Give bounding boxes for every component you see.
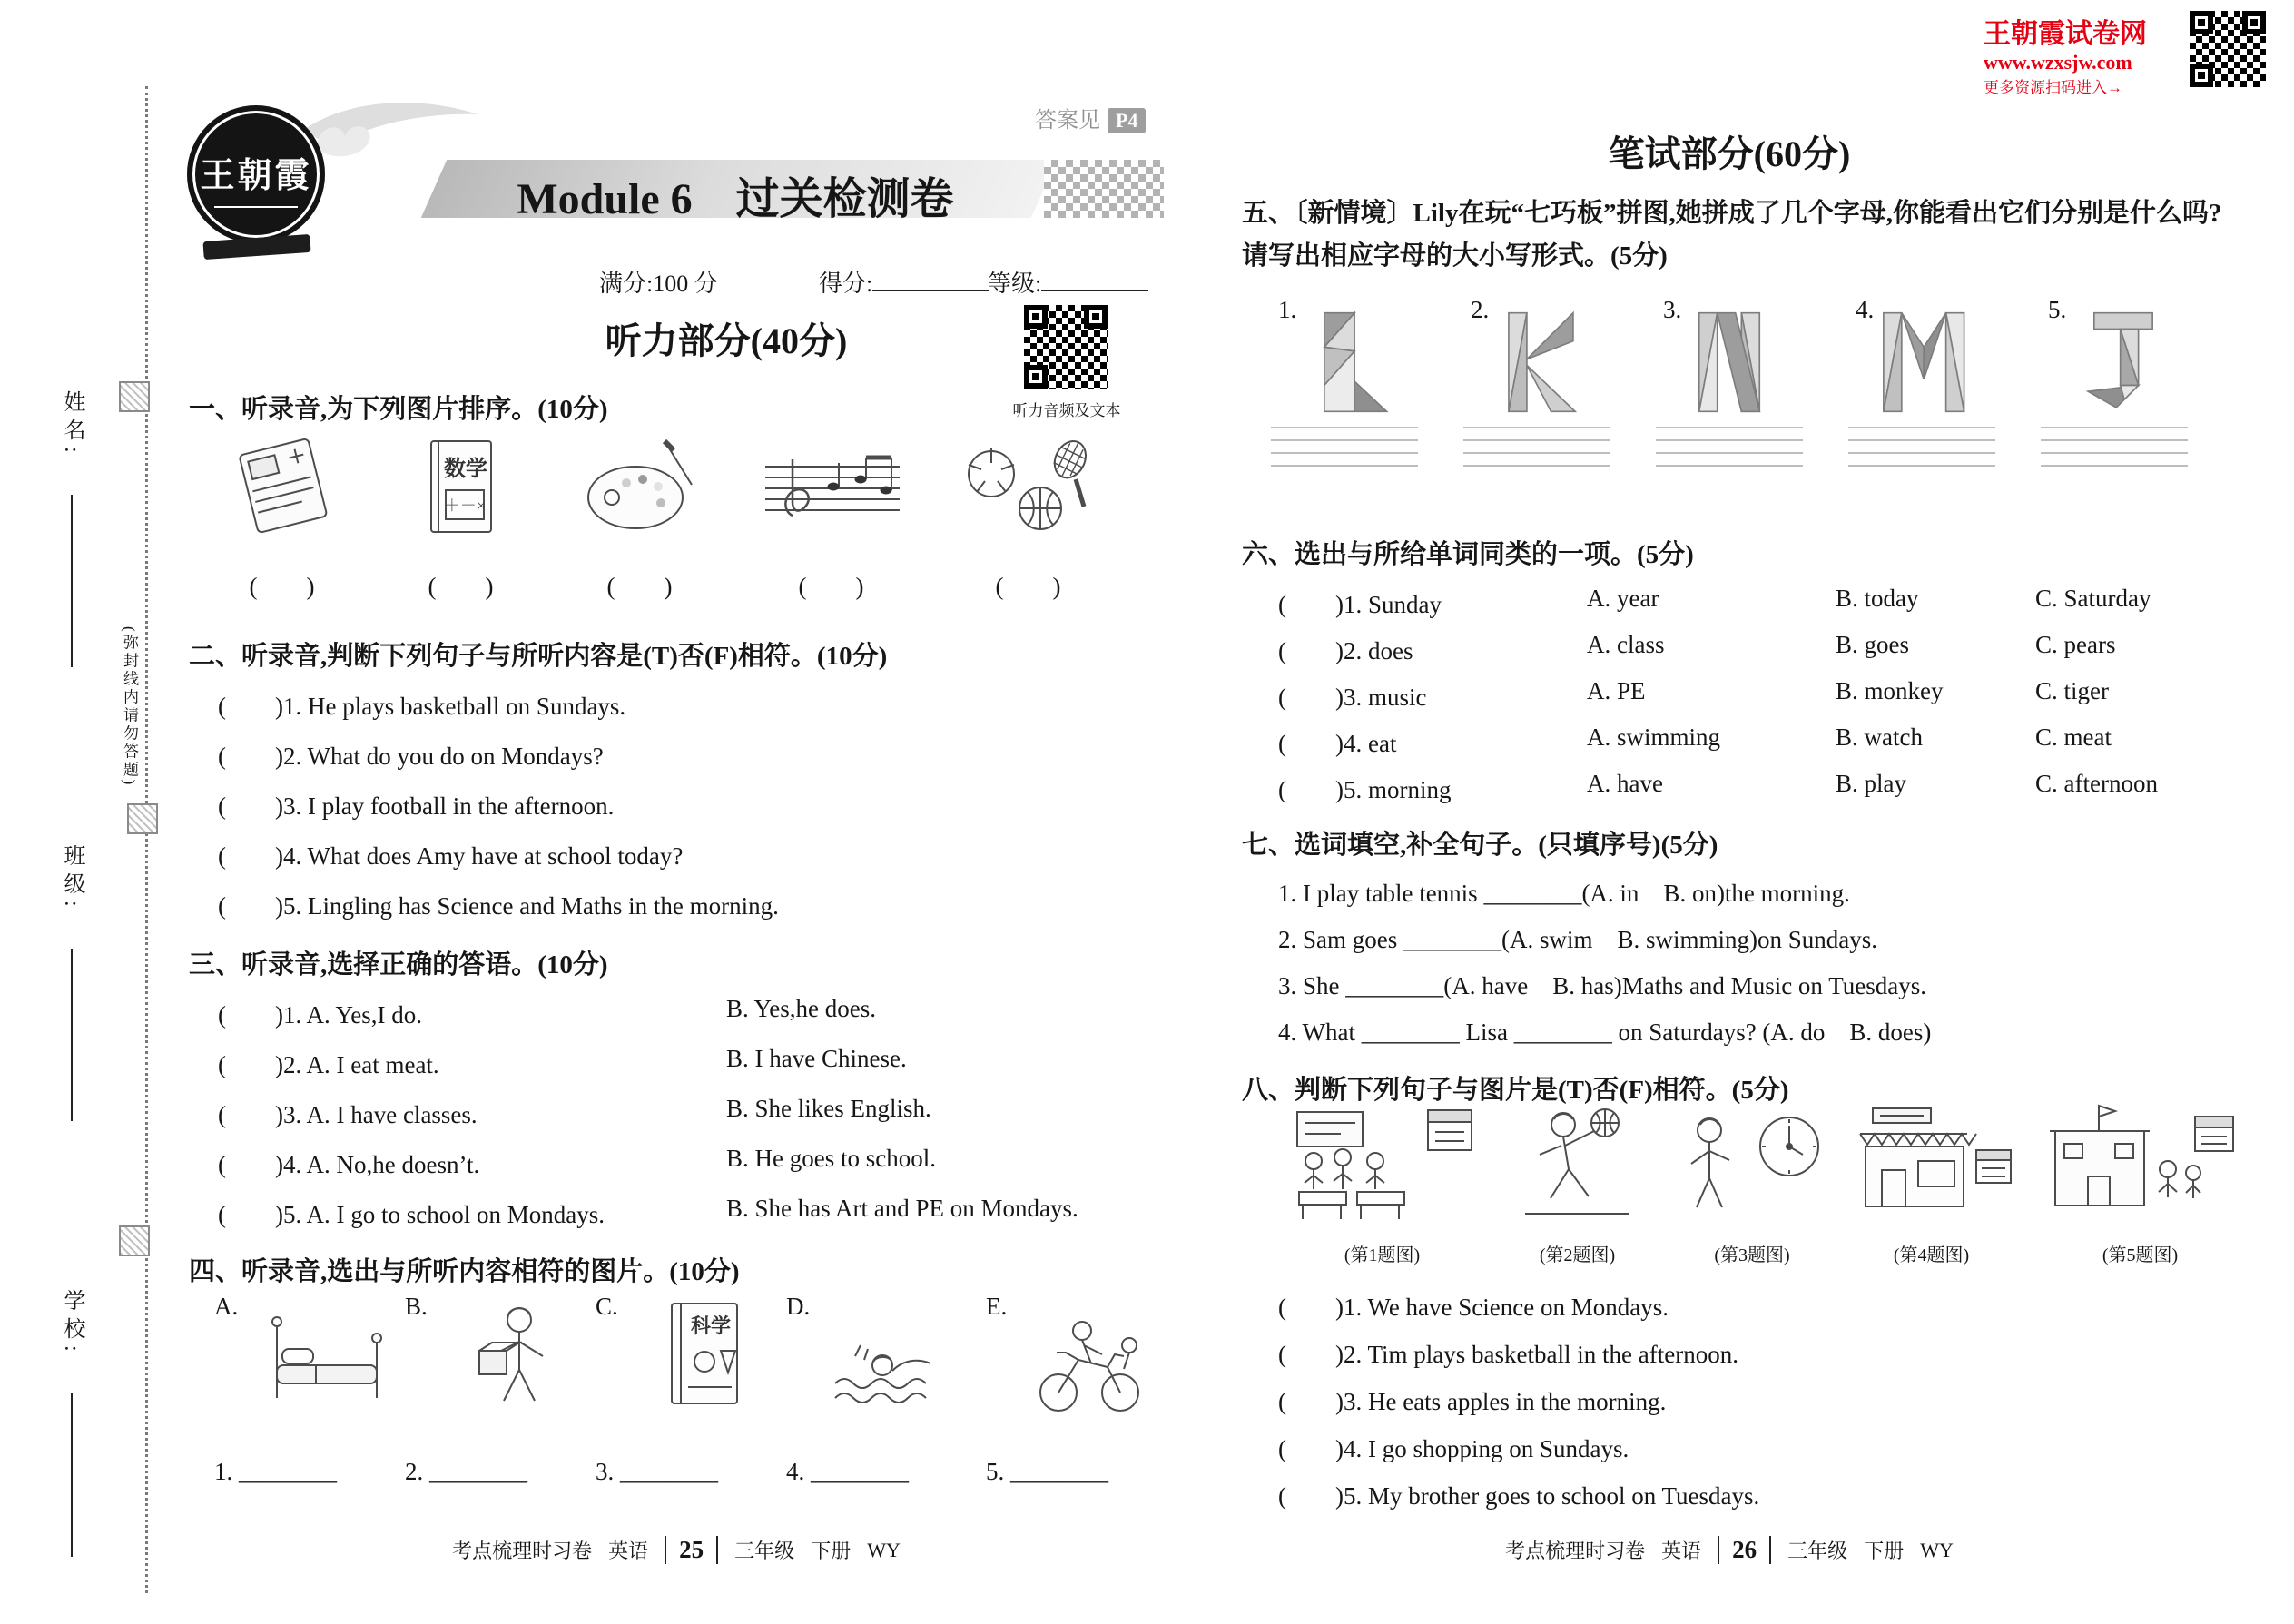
mc-option-a: A. class (1587, 631, 1665, 658)
mc-stem-text: 5. morning (1343, 776, 1452, 803)
page-number: 25 (665, 1536, 718, 1564)
footer-subject: 英语 (608, 1540, 649, 1562)
answer-paren: ( ) (1278, 637, 1344, 664)
logo-text: 王朝霞 (200, 157, 312, 195)
tangram-number: 5. (2048, 296, 2067, 323)
picture-label: C. (596, 1293, 618, 1320)
choice-a (218, 1195, 605, 1230)
mc-option-b: B. today (1836, 585, 1919, 612)
picture-label: D. (786, 1293, 811, 1320)
seal-note: (弥封线内请勿答题) (121, 626, 138, 788)
mc-option-a: A. swimming (1587, 723, 1721, 751)
footer-term: 下册 (811, 1540, 852, 1562)
right-page-footer (1325, 1536, 2133, 1564)
answer-paren: ( ) (1278, 1482, 1344, 1510)
section8-title: 八、判断下列句子与图片是(T)否(F)相符。(5分) (1242, 1076, 1789, 1105)
tf-item (218, 736, 604, 772)
choice-b: B. He goes to school. (726, 1145, 936, 1172)
science-book-label: 科学 (690, 1314, 732, 1337)
match-blank: 1. ________ (214, 1458, 337, 1485)
mc-option-b: B. goes (1836, 631, 1909, 658)
answer-paren: ( ) (218, 1201, 283, 1228)
mc-stem (1278, 585, 1442, 620)
picture-label: B. (405, 1293, 428, 1320)
title-band-checker (1044, 160, 1164, 218)
mc-option-b: B. watch (1836, 723, 1923, 751)
mc-stem (1278, 677, 1426, 713)
choice-a-text: 4. A. No,he doesn’t. (282, 1151, 480, 1178)
answer-paren: ( ) (218, 1101, 283, 1128)
answer-paren: ( ) (1278, 1388, 1344, 1415)
seal-fold-line (145, 86, 148, 1593)
brand-block (1984, 11, 2183, 97)
tf-item (1278, 1429, 1629, 1464)
score-label (819, 265, 989, 299)
maths-book-label: 数学 (444, 458, 487, 481)
writing-lines (1271, 427, 1418, 477)
order-blank: ( ) (428, 573, 494, 600)
choice-b: B. Yes,he does. (726, 995, 877, 1022)
answer-reference (1035, 102, 1146, 133)
student-school-blank (71, 1393, 73, 1557)
match-blank: 4. ________ (786, 1458, 909, 1485)
answer-paren: ( ) (1278, 776, 1344, 803)
section7-title: 七、选词填空,补全句子。(只填序号)(5分) (1242, 831, 1718, 860)
mc-stem-text: 1. Sunday (1343, 591, 1442, 618)
paper-title: Module 6 过关检测卷 (517, 175, 954, 223)
choice-a-text: 3. A. I have classes. (282, 1101, 478, 1128)
fill-item: 3. She ________(A. have B. has)Maths and Music on Tuesdays. (1278, 972, 1926, 999)
seal-stamp (119, 381, 150, 412)
section1-title: 一、听录音,为下列图片排序。(10分) (189, 395, 608, 424)
answer-reference-label: 答案见 (1035, 109, 1100, 133)
tf-item (1278, 1334, 1738, 1370)
picture-caption: (第5题图) (2102, 1245, 2179, 1265)
listening-qr-code (1024, 305, 1108, 389)
tf-item-text: 3. He eats apples in the morning. (1343, 1388, 1667, 1415)
mc-option-b: B. play (1836, 770, 1906, 797)
swimming-image (824, 1293, 962, 1426)
answer-paren: ( ) (218, 842, 283, 870)
brand-qr-code (2190, 11, 2266, 87)
footer-series: 考点梳理时习卷 (1505, 1540, 1646, 1562)
tf-item-text: 5. My brother goes to school on Tuesdays. (1343, 1482, 1760, 1510)
choice-a (218, 1045, 439, 1080)
choice-b: B. I have Chinese. (726, 1045, 907, 1072)
order-blank: ( ) (995, 573, 1061, 600)
student-name-blank (71, 495, 73, 667)
seal-stamp (119, 1225, 150, 1256)
match-blank: 5. ________ (986, 1458, 1108, 1485)
logo-badge (187, 105, 325, 243)
answer-paren: ( ) (1278, 1341, 1344, 1368)
scenario-tag: 〔新情境〕 (1295, 199, 1413, 228)
written-part-title: 笔试部分(60分) (1608, 133, 1851, 174)
tf-item (218, 786, 614, 822)
boy-with-box-image (443, 1293, 581, 1426)
mc-stem-text: 2. does (1343, 637, 1413, 664)
footer-version: WY (1920, 1538, 1954, 1561)
tangram-letter-J (2063, 307, 2165, 422)
brand-more: 更多资源扫码进入→ (1984, 79, 2122, 96)
science-book-image (634, 1293, 772, 1426)
logo-rule (214, 206, 298, 208)
answer-paren: ( ) (218, 1001, 283, 1029)
left-page-footer (272, 1536, 1080, 1564)
student-class-label: 班级: (60, 844, 84, 913)
picture-label: A. (214, 1293, 239, 1320)
footer-subject: 英语 (1661, 1540, 1702, 1562)
brand-url: www.wzxsjw.com (1984, 51, 2132, 74)
answer-paren: ( ) (1278, 1435, 1344, 1462)
match-blank: 3. ________ (596, 1458, 718, 1485)
listening-qr-caption: 听力音频及文本 (1012, 402, 1121, 419)
fill-item: 4. What ________ Lisa ________ on Saturdays? (A. do B. does) (1278, 1019, 1932, 1046)
score-blank (872, 268, 989, 291)
grade-label-text: 等级: (988, 271, 1042, 297)
student-name-label: 姓名: (60, 390, 84, 459)
school-with-calendar-image (2043, 1089, 2238, 1235)
section2-title: 二、听录音,判断下列句子与所听内容是(T)否(F)相符。(10分) (189, 642, 888, 671)
tf-item-text: 3. I play football in the afternoon. (282, 792, 615, 820)
publisher-logo (178, 91, 423, 272)
section5-number: 五、 (1242, 199, 1295, 228)
footer-grade: 三年级 (1787, 1540, 1848, 1562)
bed-image (252, 1293, 390, 1426)
answer-paren: ( ) (1278, 591, 1344, 618)
section6-title: 六、选出与所给单词同类的一项。(5分) (1242, 540, 1694, 569)
picture-caption: (第2题图) (1539, 1245, 1616, 1265)
answer-paren: ( ) (218, 792, 283, 820)
boy-with-clock-image (1666, 1094, 1838, 1235)
answer-page-badge: P4 (1108, 108, 1146, 133)
mc-stem-text: 3. music (1343, 684, 1427, 711)
tangram-number: 4. (1856, 296, 1875, 323)
tf-item (218, 886, 779, 921)
choice-a (218, 1095, 478, 1130)
answer-paren: ( ) (218, 693, 283, 720)
choice-a (218, 995, 422, 1030)
answer-paren: ( ) (1278, 1294, 1344, 1321)
mc-option-c: C. afternoon (2035, 770, 2158, 797)
picture-label: E. (986, 1293, 1008, 1320)
match-blank: 2. ________ (405, 1458, 527, 1485)
classroom-with-calendar-image (1285, 1094, 1480, 1235)
mc-stem-text: 4. eat (1343, 730, 1397, 757)
listening-part-title: 听力部分(40分) (605, 320, 848, 361)
sports-balls-image (953, 432, 1103, 547)
mc-option-c: C. tiger (2035, 677, 2109, 704)
picture-caption: (第4题图) (1893, 1245, 1970, 1265)
full-score-label: 满分:100 分 (599, 271, 718, 297)
tf-item (1278, 1287, 1669, 1323)
picture-caption: (第1题图) (1344, 1245, 1421, 1265)
footer-term: 下册 (1864, 1540, 1905, 1562)
section4-title: 四、听录音,选出与所听内容相符的图片。(10分) (189, 1257, 740, 1286)
answer-paren: ( ) (218, 1151, 283, 1178)
order-blank: ( ) (798, 573, 864, 600)
tf-item-text: 4. I go shopping on Sundays. (1343, 1435, 1629, 1462)
tangram-number: 1. (1278, 296, 1297, 323)
choice-a-text: 5. A. I go to school on Mondays. (282, 1201, 605, 1228)
maths-book-symbols: ＋－× (443, 497, 487, 515)
choice-a-text: 1. A. Yes,I do. (282, 1001, 423, 1029)
footer-version: WY (867, 1538, 901, 1561)
mc-option-c: C. meat (2035, 723, 2112, 751)
writing-lines (1656, 427, 1803, 477)
tangram-letter-M (1871, 307, 1973, 422)
answer-paren: ( ) (218, 892, 283, 920)
section3-title: 三、听录音,选择正确的答语。(10分) (189, 950, 608, 979)
score-label-text: 得分: (819, 271, 873, 297)
order-blank: ( ) (606, 573, 673, 600)
answer-paren: ( ) (1278, 684, 1344, 711)
grade-label (988, 265, 1148, 299)
page-number: 26 (1718, 1536, 1771, 1564)
tf-item-text: 1. We have Science on Mondays. (1343, 1294, 1669, 1321)
riding-bikes-image (1015, 1293, 1160, 1426)
tf-item-text: 5. Lingling has Science and Maths in the morning. (282, 892, 779, 920)
mc-option-c: C. pears (2035, 631, 2116, 658)
writing-lines (1848, 427, 1995, 477)
tangram-number: 3. (1663, 296, 1682, 323)
mc-option-a: A. year (1587, 585, 1659, 612)
tangram-number: 2. (1471, 296, 1490, 323)
answer-paren: ( ) (1278, 730, 1344, 757)
grade-blank (1041, 268, 1148, 291)
boy-playing-basketball-image (1509, 1094, 1645, 1235)
brand-name: 王朝霞试卷网 (1984, 19, 2147, 49)
mc-option-a: A. PE (1587, 677, 1646, 704)
footer-grade: 三年级 (734, 1540, 795, 1562)
tf-item-text: 1. He plays basketball on Sundays. (282, 693, 626, 720)
mc-option-a: A. have (1587, 770, 1663, 797)
student-school-label: 学校: (60, 1289, 84, 1358)
seal-stamp (127, 803, 158, 834)
tf-item-text: 4. What does Amy have at school today? (282, 842, 684, 870)
order-blank: ( ) (249, 573, 315, 600)
tf-item-text: 2. Tim plays basketball in the afternoon. (1343, 1341, 1738, 1368)
mc-option-b: B. monkey (1836, 677, 1944, 704)
tf-item-text: 2. What do you do on Mondays? (282, 743, 604, 770)
shop-with-calendar-image (1847, 1094, 2015, 1235)
choice-b: B. She likes English. (726, 1095, 931, 1122)
section5-title (1242, 192, 2240, 278)
tf-item (218, 686, 625, 722)
music-notes-image (756, 432, 906, 547)
maths-book-image (386, 432, 536, 547)
choice-a (218, 1145, 479, 1180)
mc-stem (1278, 723, 1396, 759)
answer-paren: ( ) (218, 1051, 283, 1078)
tangram-letter-K (1486, 307, 1588, 422)
chinese-textbook-image (207, 432, 357, 547)
tangram-letter-L (1294, 307, 1395, 422)
tf-item (218, 836, 683, 871)
fill-item: 2. Sam goes ________(A. swim B. swimming)on Sundays. (1278, 926, 1878, 953)
art-palette-image (565, 432, 714, 547)
fill-item: 1. I play table tennis ________(A. in B. on)the morning. (1278, 880, 1850, 907)
footer-series: 考点梳理时习卷 (452, 1540, 593, 1562)
picture-caption: (第3题图) (1714, 1245, 1790, 1265)
mc-stem (1278, 631, 1413, 666)
writing-lines (1463, 427, 1610, 477)
choice-b: B. She has Art and PE on Mondays. (726, 1195, 1078, 1222)
tf-item (1278, 1382, 1666, 1417)
choice-a-text: 2. A. I eat meat. (282, 1051, 439, 1078)
section5-text: Lily在玩“七巧板”拼图,她拼成了几个字母,你能看出它们分别是什么吗? 请写出相应字母的大小写形式。(5分) (1242, 199, 2222, 271)
answer-paren: ( ) (218, 743, 283, 770)
mc-stem (1278, 770, 1451, 805)
writing-lines (2041, 427, 2188, 477)
logo-banner (202, 234, 310, 260)
tangram-letter-N (1679, 307, 1780, 422)
student-class-blank (71, 949, 73, 1121)
tf-item (1278, 1476, 1759, 1511)
mc-option-c: C. Saturday (2035, 585, 2151, 612)
